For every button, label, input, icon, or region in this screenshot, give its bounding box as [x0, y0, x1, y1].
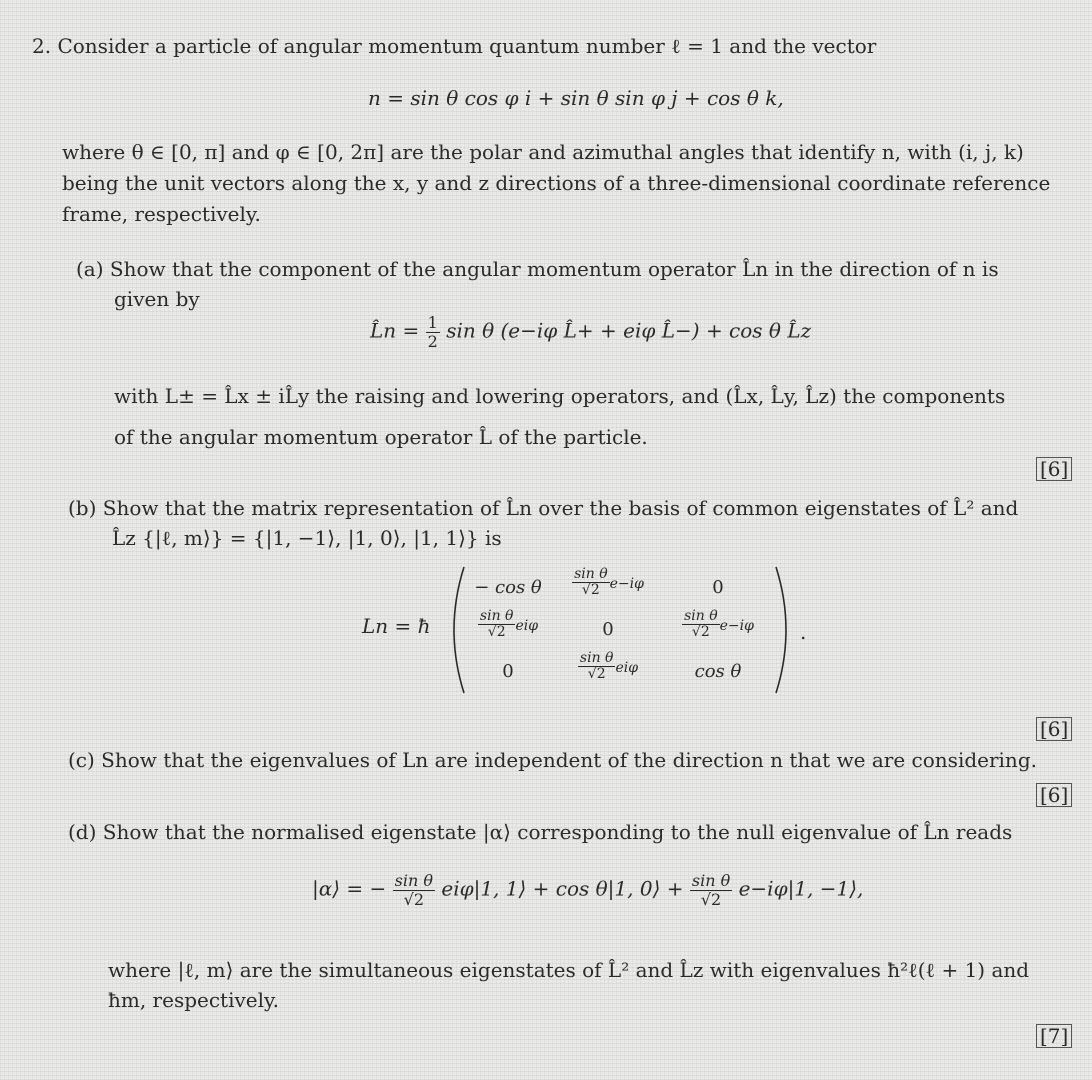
where-line-1: where θ ∈ [0, π] and φ ∈ [0, 2π] are the polar and azimuthal angles that identify n, with (i, j, k) — [62, 140, 1024, 164]
part-a-eq-fraction — [426, 314, 440, 350]
part-d-eq-frac-1: $\frac{\text{sin θ}}{√2}$ — [394, 871, 433, 909]
matrix-trailing-period: . — [800, 620, 807, 644]
part-d-eq-lhs: |α⟩ = − — [312, 876, 387, 901]
part-d-where-line-2: ħm, respectively. — [108, 988, 280, 1012]
matrix-cell-2-1: $\frac{\text{sin θ}}{√2}$ eiφ — [479, 608, 539, 641]
where-line-3: frame, respectively. — [62, 202, 261, 226]
matrix — [440, 565, 900, 695]
part-a-with-line-2: of the angular momentum operator L̂ of the particle. — [114, 425, 648, 449]
part-d-equation — [312, 872, 863, 908]
matrix-cell-3-3: cos θ — [694, 661, 742, 682]
part-c-marks: [6] — [1036, 783, 1072, 807]
question-intro — [32, 34, 876, 58]
part-a-equation — [370, 314, 811, 350]
matrix-cell-1-2: $\frac{\text{sin θ}}{√2}$ e−iφ — [574, 566, 644, 599]
part-a-marks: [6] — [1036, 457, 1072, 481]
part-a-eq-frac-den: 2 — [427, 331, 438, 351]
part-a-with-line-1: with L± = L̂x ± iL̂y the raising and lowering operators, and (L̂x, L̂y, L̂z) the components — [114, 384, 1006, 408]
part-a-line-2: given by — [114, 287, 200, 311]
part-b-line-1: (b) Show that the matrix representation of L̂n over the basis of common eigenstates of L̂² and — [68, 496, 1019, 520]
matrix-right-paren — [770, 565, 800, 695]
part-d-marks: [7] — [1036, 1024, 1072, 1048]
matrix-cell-1-1: − cos θ — [474, 577, 542, 598]
where-line-2: being the unit vectors along the x, y and z directions of a three-dimensional coordinate reference — [62, 171, 1051, 195]
question-number: 2. — [32, 34, 52, 58]
vector-equation: n = sin θ cos φ i + sin θ sin φ j + cos θ k, — [368, 86, 784, 110]
matrix-cell-2-2: 0 — [602, 619, 614, 640]
part-d-eq-mid: eiφ|1, 1⟩ + cos θ|1, 0⟩ + — [441, 876, 684, 901]
matrix-cell-3-1: 0 — [502, 661, 514, 682]
matrix-cell-3-2: $\frac{\text{sin θ}}{√2}$ eiφ — [579, 650, 639, 683]
part-d-line: (d) Show that the normalised eigenstate |α⟩ corresponding to the null eigenvalue of L̂n reads — [68, 820, 1013, 844]
part-d-eq-frac-2: $\frac{\text{sin θ}}{√2}$ — [691, 871, 731, 909]
part-d-eq-end: e−iφ|1, −1⟩, — [738, 876, 864, 901]
part-a-eq-rhs: sin θ (e−iφ L̂+ + eiφ L̂−) + cos θ L̂z — [446, 318, 812, 343]
matrix-cell-2-3: $\frac{\text{sin θ}}{√2}$ e−iφ — [684, 608, 754, 641]
matrix-lhs: Ln = ħ — [362, 614, 431, 638]
part-a-eq-frac-num: 1 — [427, 313, 438, 332]
question-intro-text: Consider a particle of angular momentum quantum number ℓ = 1 and the vector — [57, 34, 877, 58]
part-b-marks: [6] — [1036, 717, 1072, 741]
part-d-where-line-1: where |ℓ, m⟩ are the simultaneous eigenstates of L̂² and L̂z with eigenvalues ħ²ℓ(ℓ + 1) and — [108, 958, 1030, 982]
matrix-cell-1-3: 0 — [712, 577, 724, 598]
part-c-line: (c) Show that the eigenvalues of Ln are independent of the direction n that we are considering. — [68, 748, 1037, 772]
part-b-line-2: L̂z {|ℓ, m⟩} = {|1, −1⟩, |1, 0⟩, |1, 1⟩} is — [112, 526, 502, 550]
part-a-line-1: (a) Show that the component of the angular momentum operator L̂n in the direction of n is — [76, 257, 999, 281]
part-a-eq-lhs: L̂n = — [370, 318, 420, 343]
